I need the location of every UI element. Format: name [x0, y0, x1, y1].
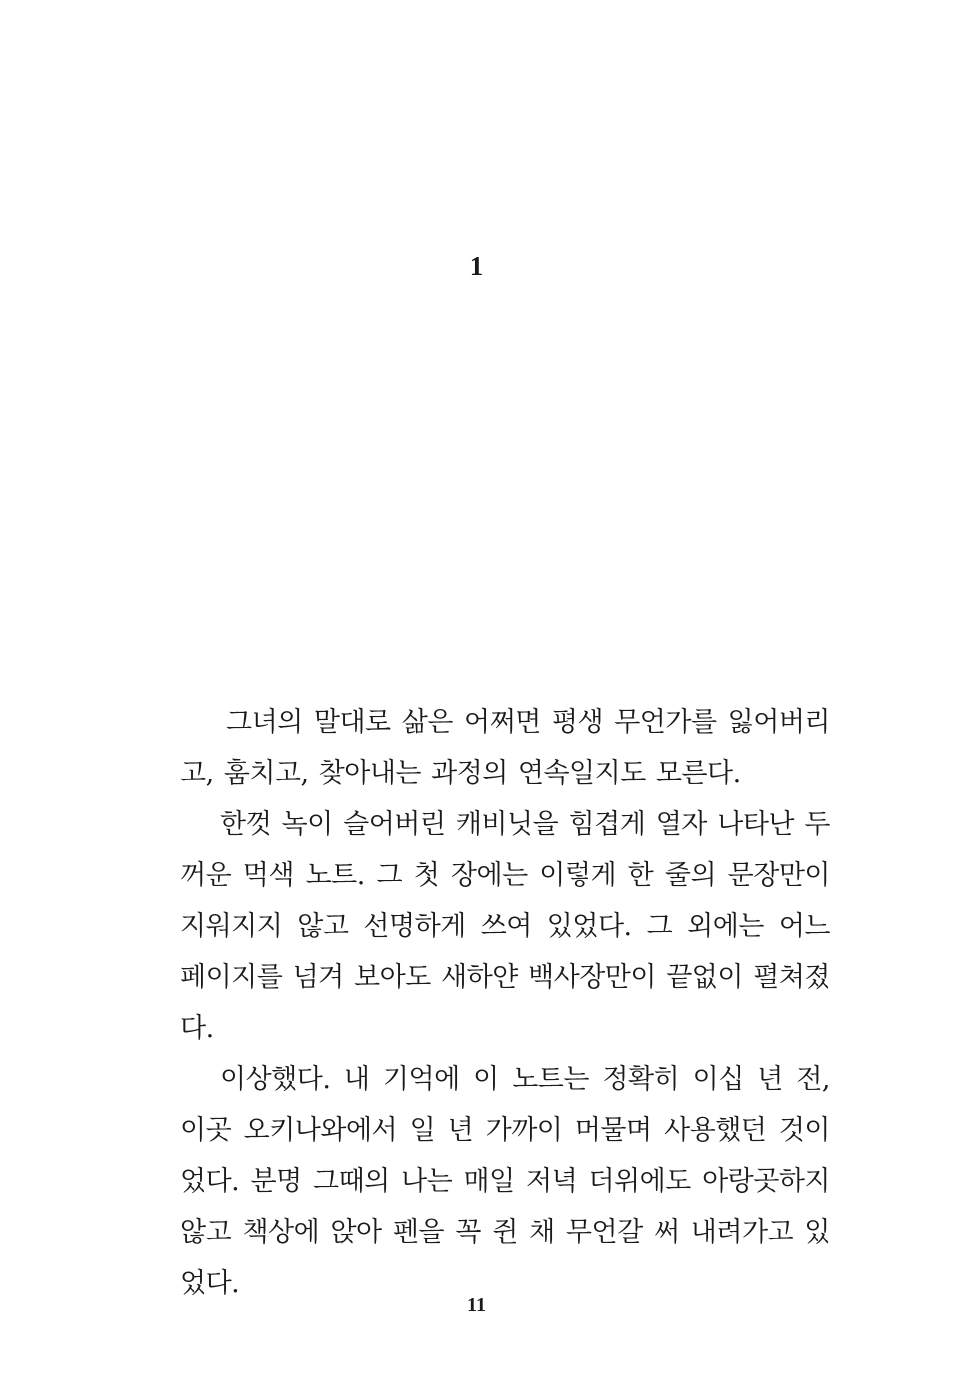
paragraph-2: 한껏 녹이 슬어버린 캐비닛을 힘겹게 열자 나타난 두꺼운 먹색 노트. 그 첫 장에는 이렇게 한 줄의 문장만이 지워지지 않고 선명하게 쓰여 있었다. 그 외에는 어느 페이지를 넘겨 보아도 새하얀 백사장만이 끝없이 펼쳐졌다.: [180, 809, 830, 1044]
chapter-number: 1: [469, 251, 484, 281]
page-number: 11: [467, 1294, 486, 1316]
paragraph-3: 이상했다. 내 기억에 이 노트는 정확히 이십 년 전, 이곳 오키나와에서 일 년 가까이 머물며 사용했던 것이었다. 분명 그때의 나는 매일 저녁 더위에도 아랑곳하지 않고 책상에 앉아 펜을 꼭 쥔 채 무언갈 써 내려가고 있었다.: [180, 1064, 830, 1299]
paragraph-1: 그녀의 말대로 삶은 어쩌면 평생 무언가를 잃어버리고, 훔치고, 찾아내는 과정의 연속일지도 모른다.: [180, 707, 830, 789]
body-text: [180, 697, 830, 1309]
